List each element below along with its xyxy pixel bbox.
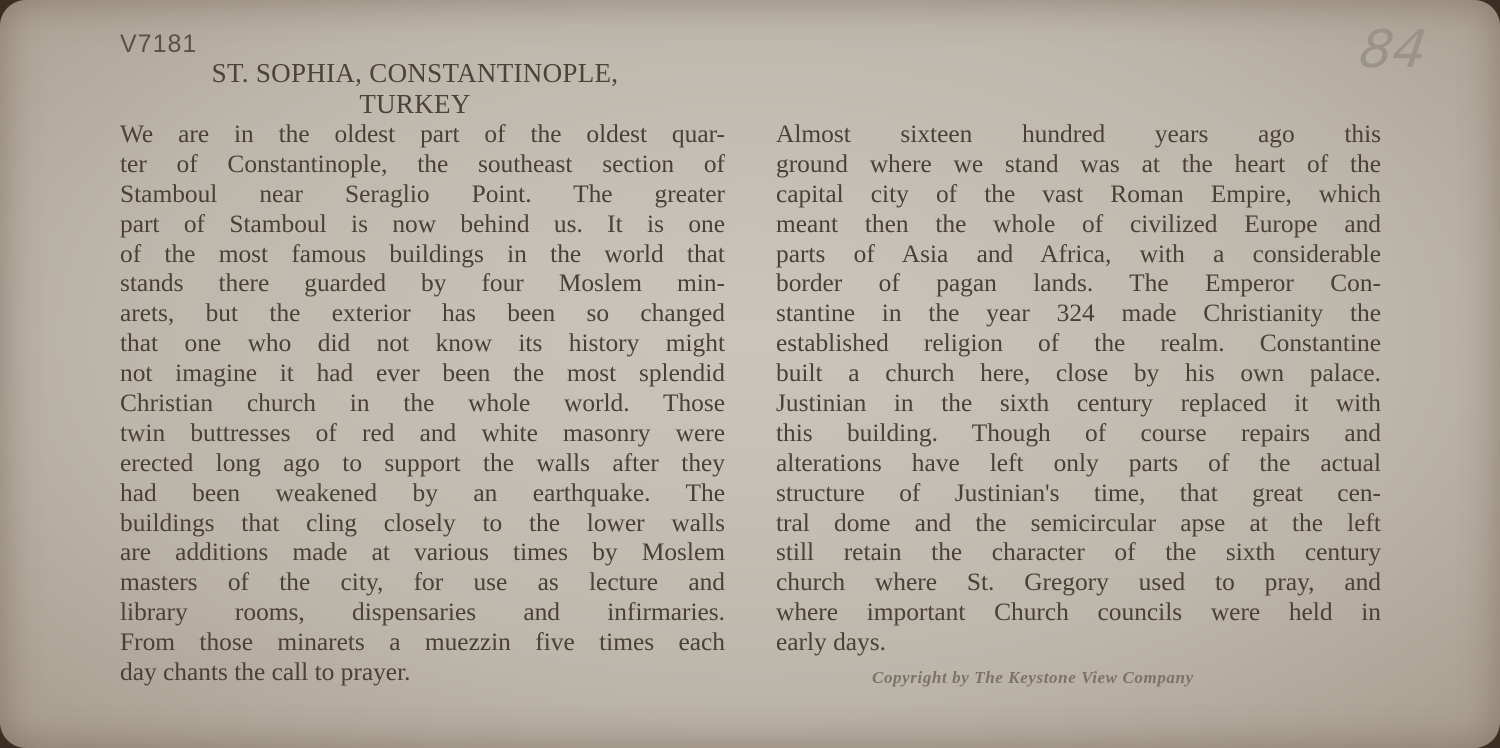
text-line: built a church here, close by his own palace.: [776, 359, 1381, 388]
title-line-2: TURKEY: [359, 89, 471, 119]
card-title: [120, 58, 710, 120]
text-line: border of pagan lands. The Emperor Con-: [776, 269, 1381, 298]
text-line: buildings that cling closely to the lower walls: [120, 508, 725, 537]
left-text-column: [120, 120, 725, 688]
text-line: stands there guarded by four Moslem min-: [120, 269, 725, 298]
text-line: established religion of the realm. Constantine: [776, 329, 1381, 358]
copyright-notice: Copyright by The Keystone View Company: [872, 668, 1194, 687]
text-line: this building. Though of course repairs and: [776, 418, 1381, 447]
text-line: capital city of the vast Roman Empire, which: [776, 179, 1381, 208]
text-line: not imagine it had ever been the most splendid: [120, 359, 725, 388]
text-line: structure of Justinian's time, that great cen-: [776, 478, 1381, 507]
title-line-1: ST. SOPHIA, CONSTANTINOPLE,: [211, 58, 619, 88]
text-line: that one who did not know its history might: [120, 329, 725, 358]
text-line: ter of Constantinople, the southeast section of: [120, 149, 725, 178]
text-line: church where St. Gregory used to pray, and: [776, 568, 1381, 597]
text-line: early days.: [776, 628, 886, 657]
text-line: had been weakened by an earthquake. The: [120, 478, 725, 507]
stock-number: V7181: [120, 30, 198, 58]
text-line: Stamboul near Seraglio Point. The greater: [120, 179, 725, 208]
text-line: From those minarets a muezzin five times each: [120, 628, 725, 657]
text-line: day chants the call to prayer.: [120, 658, 411, 687]
text-line: parts of Asia and Africa, with a considerable: [776, 239, 1381, 268]
text-line: Christian church in the whole world. Those: [120, 389, 725, 418]
text-line: Justinian in the sixth century replaced it with: [776, 389, 1381, 418]
text-line: of the most famous buildings in the world that: [120, 239, 725, 268]
text-line: We are in the oldest part of the oldest quar-: [120, 120, 725, 148]
text-line: ground where we stand was at the heart of the: [776, 149, 1381, 178]
text-line: where important Church councils were held in: [776, 598, 1381, 627]
text-line: arets, but the exterior has been so changed: [120, 299, 725, 328]
text-line: part of Stamboul is now behind us. It is one: [120, 209, 725, 238]
text-line: alterations have left only parts of the actual: [776, 448, 1381, 477]
text-line: still retain the character of the sixth century: [776, 538, 1381, 567]
text-line: erected long ago to support the walls after they: [120, 448, 725, 477]
text-line: stantine in the year 324 made Christianity the: [776, 299, 1381, 328]
text-line: are additions made at various times by Moslem: [120, 538, 725, 567]
text-line: library rooms, dispensaries and infirmaries.: [120, 598, 725, 627]
text-line: meant then the whole of civilized Europe and: [776, 209, 1381, 238]
right-text-column: [776, 120, 1381, 658]
pencil-mark: 84: [1355, 20, 1431, 80]
text-line: Almost sixteen hundred years ago this: [776, 120, 1381, 148]
text-line: twin buttresses of red and white masonry were: [120, 418, 725, 447]
text-line: tral dome and the semicircular apse at the left: [776, 508, 1381, 537]
text-line: masters of the city, for use as lecture and: [120, 568, 725, 597]
